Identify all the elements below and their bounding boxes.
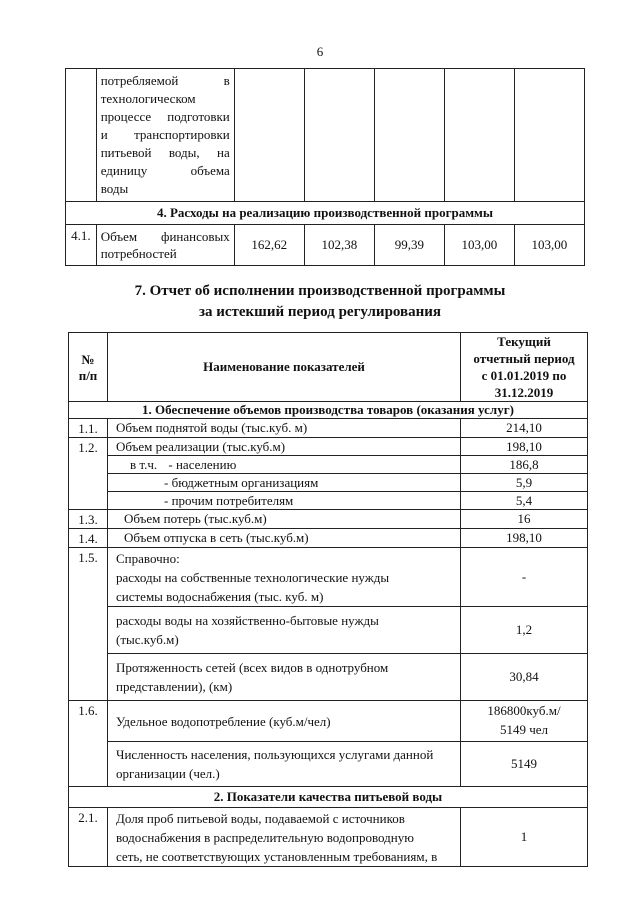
table-row (69, 510, 588, 529)
row-value: 5,4 (461, 492, 588, 510)
text-line: Доля проб питьевой воды, подаваемой с источников (116, 811, 405, 826)
row-value: 16 (461, 510, 588, 529)
row-name (108, 742, 461, 787)
value-cell: 103,00 (444, 225, 514, 266)
row-number: 1.1. (69, 419, 108, 438)
text-line: воды (100, 181, 129, 196)
table-cell (96, 69, 234, 202)
row-value: 198,10 (461, 438, 588, 456)
section-2-title: 2. Показатели качества питьевой воды (69, 787, 588, 808)
row-name (108, 548, 461, 607)
text-line: и транспортировки (100, 127, 230, 142)
text-line: процессе подготовки (100, 109, 230, 124)
financial-needs-table (65, 68, 585, 266)
text-line: технологическом (100, 91, 196, 106)
title-line: за истекший период регулирования (198, 304, 442, 320)
row-value: 214,10 (461, 419, 588, 438)
table-row (69, 548, 588, 607)
row-name: - бюджетным организациям (108, 474, 461, 492)
value-line: 5149 чел (499, 722, 549, 737)
row-name: Объем отпуска в сеть (тыс.куб.м) (108, 529, 461, 548)
row-name-text: - населению (168, 457, 237, 472)
row-value: 186,8 (461, 456, 588, 474)
text-line: (тыс.куб.м) (116, 632, 179, 647)
table-row (69, 456, 588, 474)
text-line: Численность населения, пользующихся услугами данной (116, 747, 434, 762)
section-4-title: 4. Расходы на реализацию производственной программы (66, 202, 585, 225)
table-row (69, 529, 588, 548)
row-name: Объем потерь (тыс.куб.м) (108, 510, 461, 529)
header-period (461, 333, 588, 402)
row-prefix: в т.ч. (130, 457, 158, 472)
row-value: 1,2 (461, 607, 588, 654)
header-text: Текущий (497, 334, 551, 349)
row-value: 198,10 (461, 529, 588, 548)
table-cell (96, 225, 234, 266)
table-row (69, 438, 588, 456)
header-name: Наименование показателей (108, 333, 461, 402)
table-row (66, 69, 585, 202)
header-num (69, 333, 108, 402)
table-row (66, 225, 585, 266)
cont-row-name (97, 69, 234, 201)
title-line: 7. Отчет об исполнении производственной программы (134, 283, 506, 299)
page-number: 6 (316, 44, 324, 59)
table-cell (444, 69, 514, 202)
row-value: - (461, 548, 588, 607)
row-name (108, 456, 461, 474)
table-row (69, 474, 588, 492)
row-number: 4.1. (66, 225, 97, 266)
section-1-title: 1. Обеспечение объемов производства товаров (оказания услуг) (69, 402, 588, 419)
text-line: водоснабжения в распределительную водопроводную (116, 830, 414, 845)
row-name: Объем поднятой воды (тыс.куб. м) (108, 419, 461, 438)
header-text: отчетный период (473, 351, 575, 366)
report-table (68, 332, 588, 867)
row-name: Удельное водопотребление (куб.м/чел) (108, 701, 461, 742)
row-name (108, 808, 461, 867)
table-row (69, 808, 588, 867)
header-text: 31.12.2019 (494, 385, 554, 400)
text-line: питьевой воды, на (100, 145, 230, 160)
text-line: потребностей (100, 246, 177, 261)
table-cell (234, 69, 304, 202)
value-cell: 103,00 (514, 225, 584, 266)
header-text: с 01.01.2019 по (481, 368, 567, 383)
row-name (108, 607, 461, 654)
text-line: Объем финансовых (100, 229, 230, 244)
value-cell: 162,62 (234, 225, 304, 266)
row-name: - прочим потребителям (108, 492, 461, 510)
value-line: 186800куб.м/ (487, 703, 561, 718)
table-row (69, 701, 588, 742)
header-text: № (81, 352, 95, 367)
row-4-1-name (97, 225, 234, 265)
section-row (69, 787, 588, 808)
text-line: представлении), (км) (116, 679, 233, 694)
table-cell (514, 69, 584, 202)
header-row (69, 333, 588, 402)
table-row (69, 607, 588, 654)
row-number: 2.1. (69, 808, 108, 867)
text-line: организации (чел.) (116, 766, 220, 781)
table-row (66, 202, 585, 225)
section-row (69, 402, 588, 419)
report-title (0, 281, 640, 323)
text-line: Справочно: (116, 551, 180, 566)
row-value: 5,9 (461, 474, 588, 492)
row-value: 1 (461, 808, 588, 867)
row-number: 1.3. (69, 510, 108, 529)
table-cell (304, 69, 374, 202)
text-line: системы водоснабжения (тыс. куб. м) (116, 589, 324, 604)
row-number: 1.6. (69, 701, 108, 787)
text-line: сеть, не соответствующих установленным требованиям, в (116, 849, 438, 864)
row-name (108, 654, 461, 701)
text-line: расходы на собственные технологические нужды (116, 570, 390, 585)
text-line: потребляемой в (100, 73, 230, 88)
row-value (461, 701, 588, 742)
row-value: 30,84 (461, 654, 588, 701)
text-line: расходы воды на хозяйственно-бытовые нужды (116, 613, 379, 628)
row-number: 1.5. (69, 548, 108, 701)
table-cell (66, 69, 97, 202)
text-line: Протяженность сетей (всех видов в однотрубном (116, 660, 389, 675)
table-row (69, 492, 588, 510)
table-row (69, 419, 588, 438)
row-number: 1.2. (69, 438, 108, 510)
table-row (69, 654, 588, 701)
row-name: Объем реализации (тыс.куб.м) (108, 438, 461, 456)
header-text: п/п (78, 368, 98, 383)
row-value: 5149 (461, 742, 588, 787)
table-cell (374, 69, 444, 202)
value-cell: 99,39 (374, 225, 444, 266)
table-row (69, 742, 588, 787)
text-line: единицу объема (100, 163, 230, 178)
row-number: 1.4. (69, 529, 108, 548)
value-cell: 102,38 (304, 225, 374, 266)
